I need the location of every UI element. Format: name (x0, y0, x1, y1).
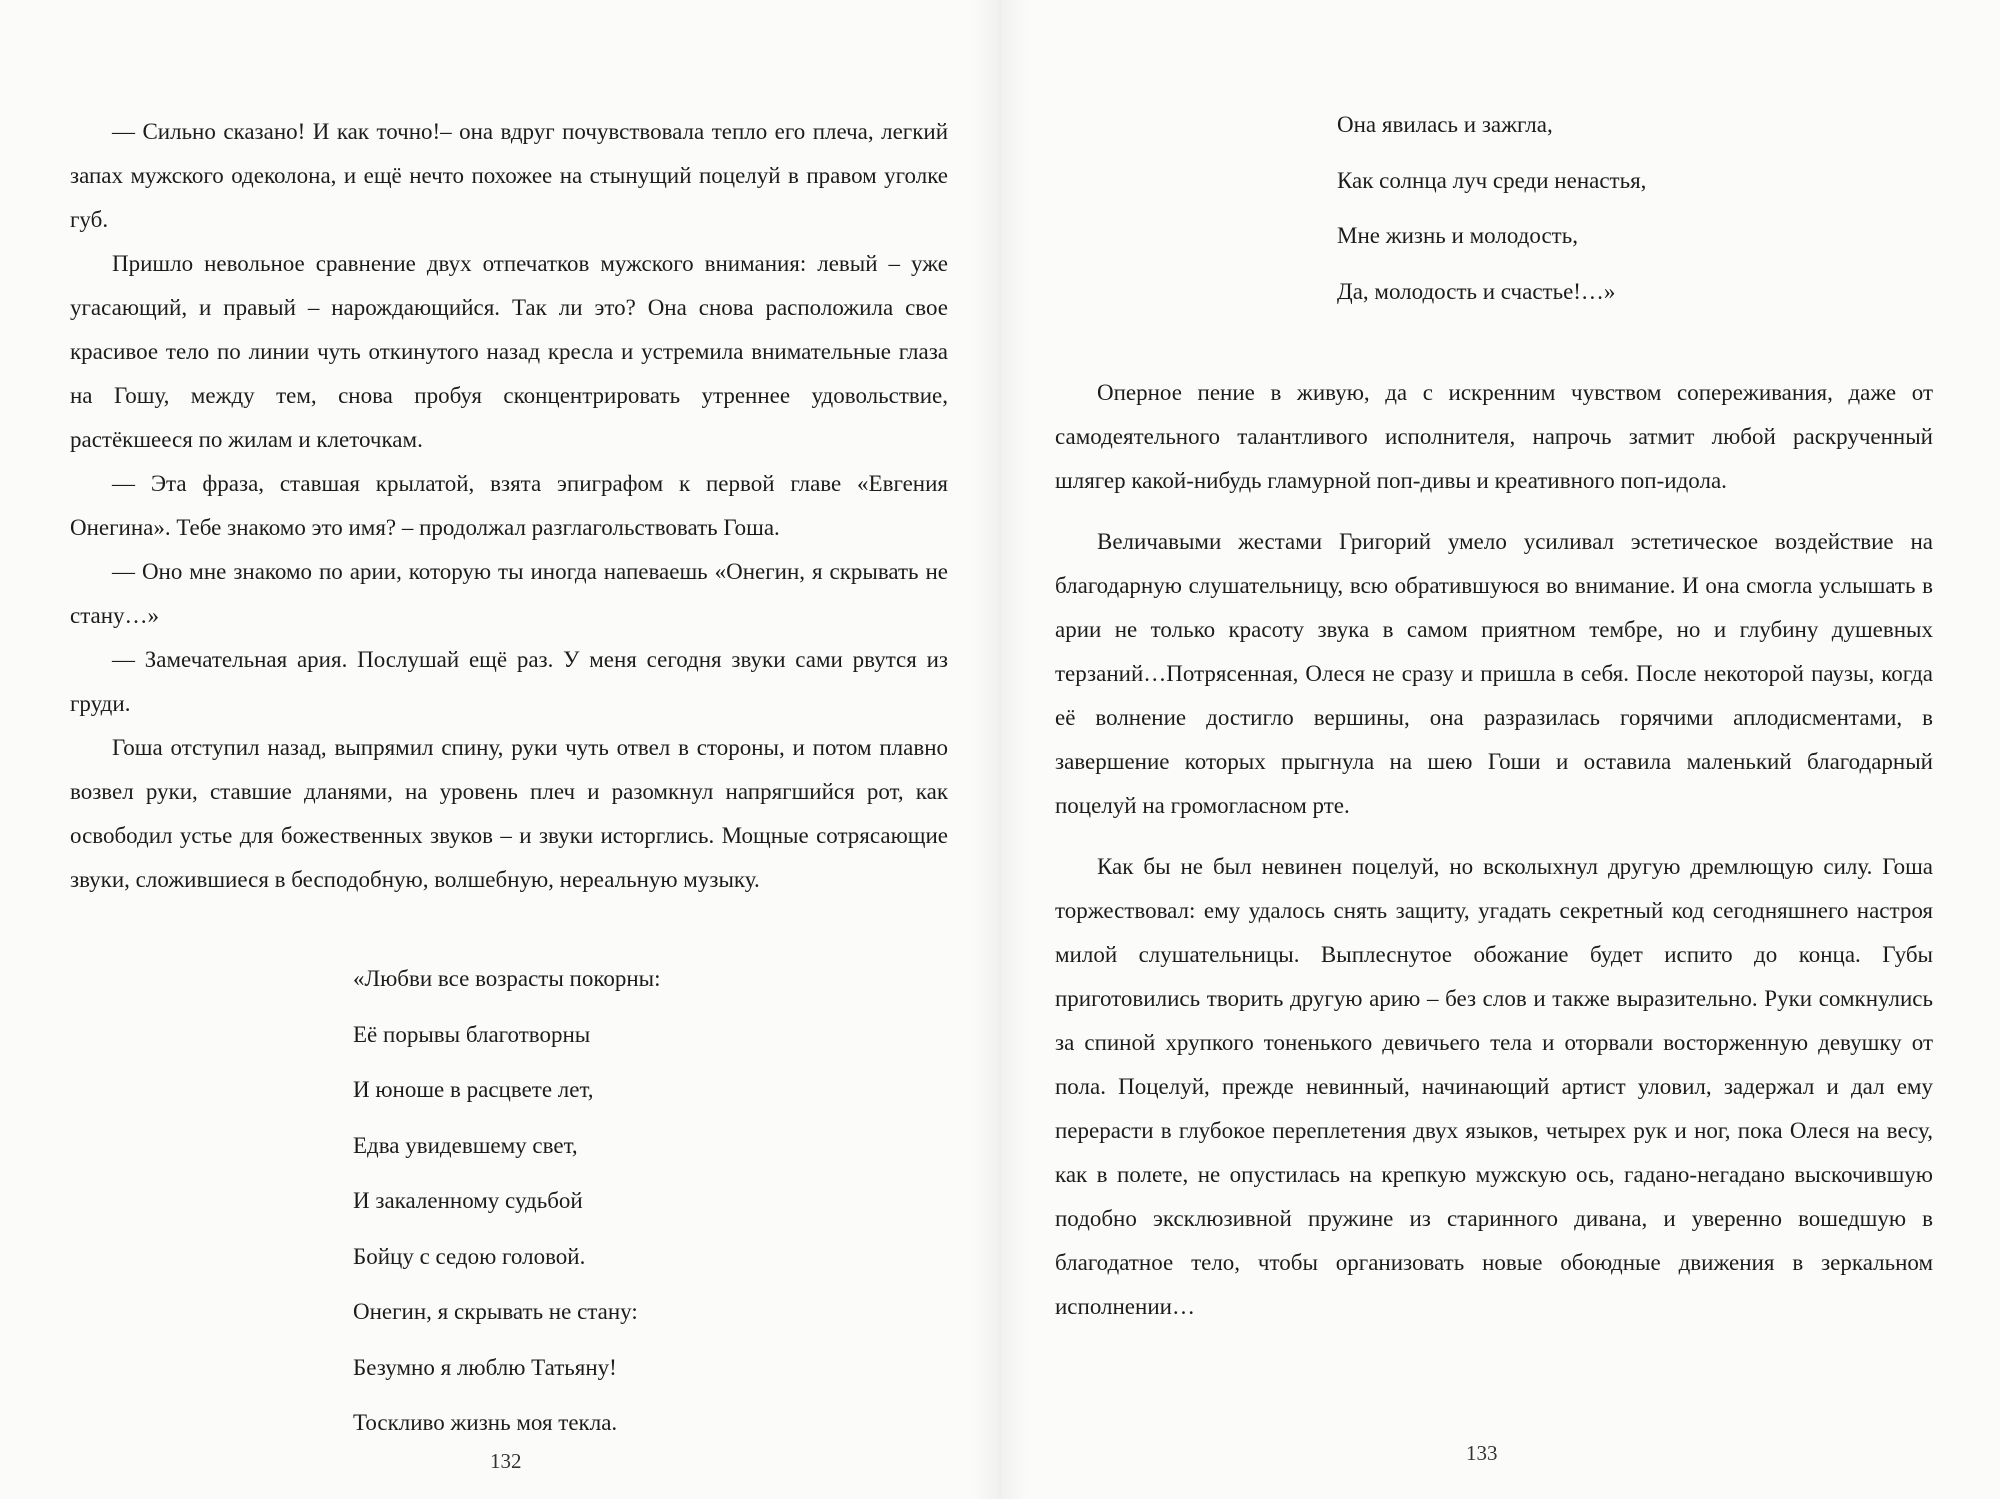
verse-line: Её порывы благотворны (353, 1021, 591, 1047)
verse-line: Как солнца луч среди ненастья, (1337, 167, 1647, 193)
book-gutter (970, 0, 1030, 1499)
left-page-verse (353, 951, 661, 1451)
right-page-prose (1055, 371, 1933, 1329)
paragraph: Оперное пение в живую, да с искренним чувством сопереживания, даже от самодеятельного талантливого исполнителя, напрочь затмит любой раскрученный шлягер какой-нибудь гламурной поп-дивы и креативного поп-идола. (1055, 380, 1933, 493)
left-page (70, 0, 950, 1499)
verse-line: Бойцу с седою головой. (353, 1243, 586, 1269)
verse-line: Тоскливо жизнь моя текла. (353, 1410, 618, 1435)
right-page (1055, 0, 1935, 1499)
paragraph: Пришло невольное сравнение двух отпечатков мужского внимания: левый – уже угасающий, и правый – нарождающийся. Так ли это? Она снова расположила свое красивое тело по линии чуть откинутого назад кресла и устремила внимательные глаза на Гошу, между тем, снова пробуя сконцентрировать утреннее удовольствие, растёкшееся по жилам и клеточкам. (70, 251, 948, 452)
page-number: 133 (1466, 1441, 1498, 1465)
paragraph: — Оно мне знакомо по арии, которую ты иногда напеваешь «Онегин, я скрывать не стану…» (70, 559, 948, 628)
paragraph: Как бы не был невинен поцелуй, но всколыхнул другую дремлющую силу. Гоша торжествовал: ему удалось снять защиту, угадать секретный код сегодняшнего настроя милой слушательницы. Выплеснутое обожание будет испито до конца. Губы приготовились творить другую арию – без слов и также выразительно. Руки сомкнулись за спиной хрупкого тоненького девичьего тела и оторвали восторженную девушку от пола. Поцелуй, прежде невинный, начинающий артист уловил, задержал и дал ему перерасти в глубокое переплетения двух языков, четырех рук и ног, пока Олеся на весу, как в полете, не опустилась на крепкую мужскую ось, гадано-негадано выскочившую подобно эксклюзивной пружине из старинного дивана, и уверенно вошедшую в благодатное тело, чтобы организовать новые обоюдные движения в зеркальном исполнении… (1055, 854, 1933, 1319)
paragraph: — Сильно сказано! И как точно!– она вдруг почувствовала тепло его плеча, легкий запах мужского одеколона, и ещё нечто похожее на стынущий поцелуй в правом уголке губ. (70, 119, 948, 232)
verse-line: Едва увидевшему свет, (353, 1132, 578, 1158)
left-page-prose (70, 110, 948, 902)
page-number: 132 (490, 1449, 522, 1473)
verse-line: Она явилась и зажгла, (1337, 112, 1553, 137)
verse-line: Онегин, я скрывать не стану: (353, 1299, 638, 1324)
paragraph: Величавыми жестами Григорий умело усиливал эстетическое воздействие на благодарную слушательницу, всю обратившуюся во внимание. И она смогла услышать в арии не только красоту звука в самом приятном тембре, но и глубину душевных терзаний…Потрясенная, Олеся не сразу и пришла в себя. После некоторой паузы, когда её волнение достигло вершины, она разразилась горячими аплодисментами, в завершение которых прыгнула на шею Гоши и оставила маленький благодарный поцелуй на громогласном рте. (1055, 529, 1933, 818)
verse-line: И юноше в расцвете лет, (353, 1077, 594, 1102)
paragraph: Гоша отступил назад, выпрямил спину, руки чуть отвел в стороны, и потом плавно возвел руки, ставшие дланями, на уровень плеч и разомкнул напрягшийся рот, как освободил устье для божественных звуков – и звуки исторглись. Мощные сотрясающие звуки, сложившиеся в бесподобную, волшебную, нереальную музыку. (70, 735, 948, 892)
paragraph: — Замечательная ария. Послушай ещё раз. У меня сегодня звуки сами рвутся из груди. (70, 647, 948, 716)
verse-line: И закаленному судьбой (353, 1188, 583, 1213)
verse-line: «Любви все возрасты покорны: (353, 966, 661, 991)
right-page-verse (1337, 97, 1646, 319)
paragraph: — Эта фраза, ставшая крылатой, взята эпиграфом к первой главе «Евгения Онегина». Тебе знакомо это имя? – продолжал разглагольствовать Гоша. (70, 471, 948, 540)
verse-line: Мне жизнь и молодость, (1337, 223, 1578, 248)
verse-line: Безумно я люблю Татьяну! (353, 1354, 617, 1380)
verse-line: Да, молодость и счастье!…» (1337, 278, 1616, 304)
